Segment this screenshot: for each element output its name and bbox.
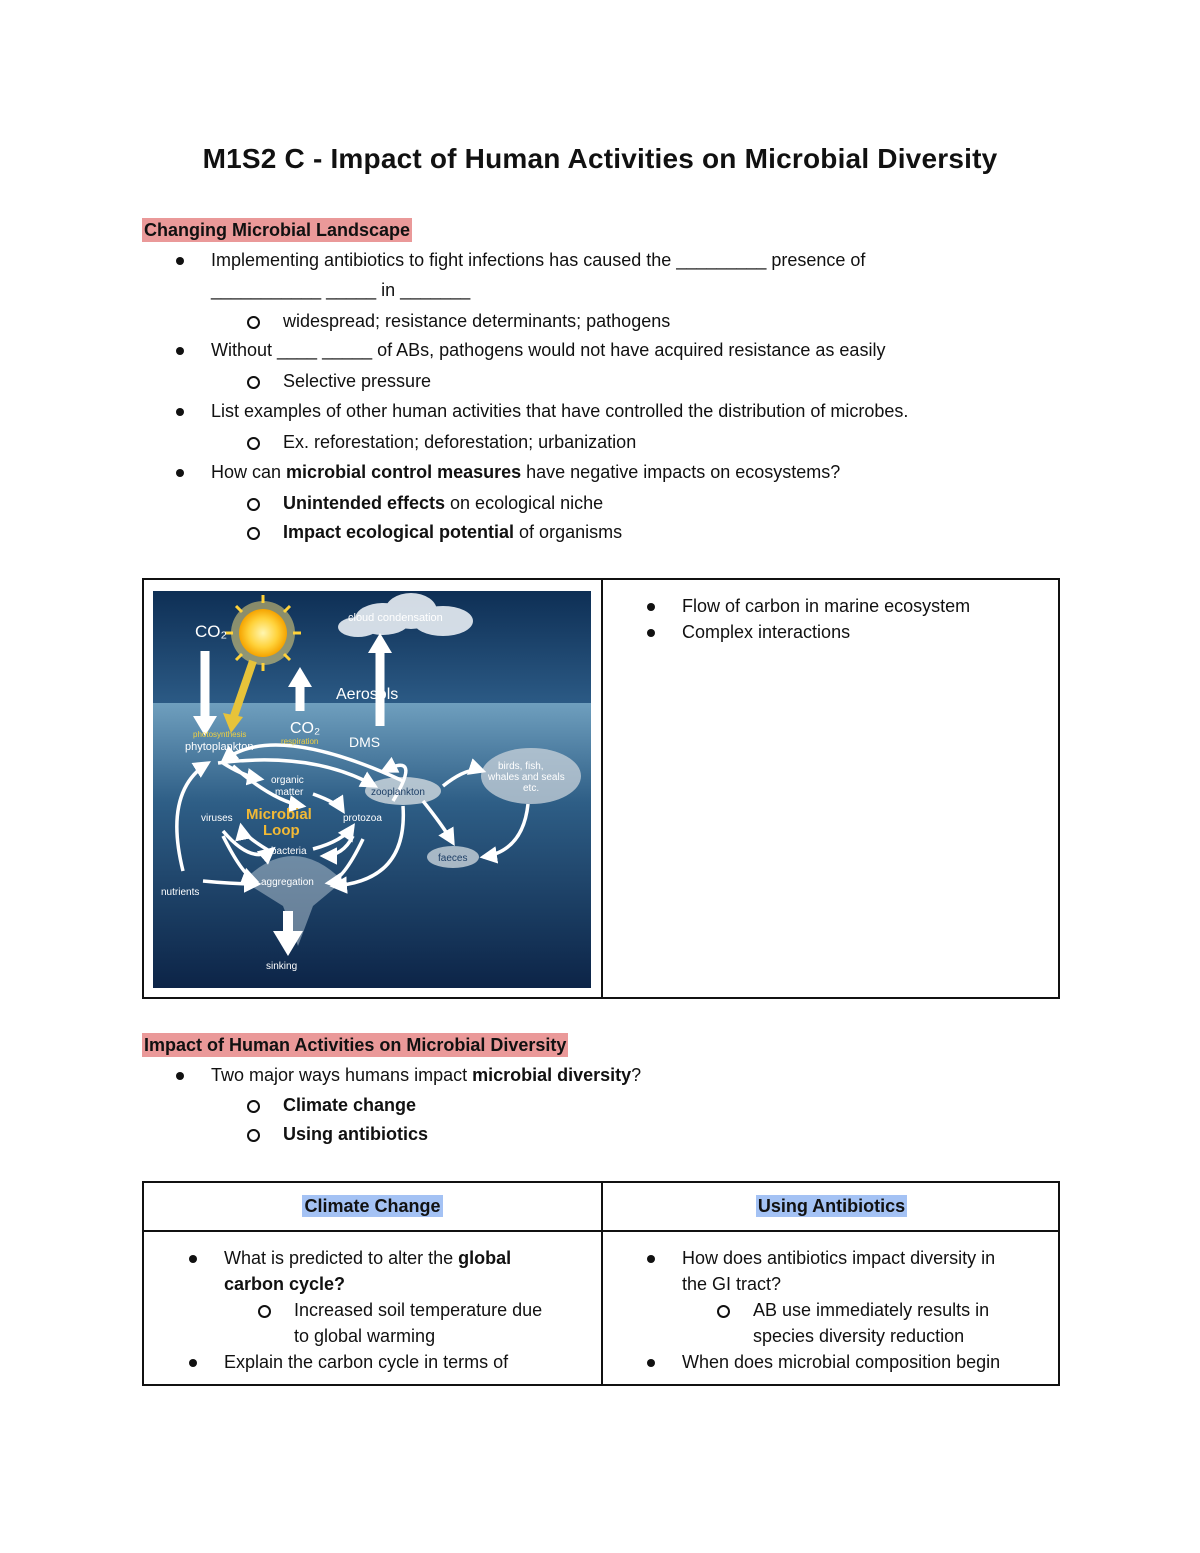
- col2-question-1-line-1: How does antibiotics impact diversity in: [682, 1248, 996, 1268]
- comparison-table: [142, 1181, 1060, 1386]
- bullet-dot: [176, 339, 184, 361]
- question-4-post: have negative impacts on ecosystems?: [521, 462, 841, 482]
- sub-bullet-ring: [247, 492, 260, 514]
- sinking-label: sinking: [266, 961, 298, 972]
- question-2: Without ____ _____ of ABs, pathogens would not have acquired resistance as easily: [211, 340, 886, 360]
- col1-answer-1-line-2: to global warming: [294, 1326, 436, 1346]
- col2-answer-1-line-2: species diversity reduction: [753, 1326, 965, 1346]
- sub-bullet-ring: [247, 310, 260, 332]
- sub-bullet-ring: [247, 431, 260, 453]
- aerosols-label: Aerosols: [336, 686, 399, 703]
- nutrients-label: nutrients: [161, 887, 200, 898]
- answer-4a: [283, 492, 603, 514]
- birds-label-2: whales and seals: [488, 772, 565, 783]
- section-heading-impact: Impact of Human Activities on Microbial Diversity: [144, 1035, 567, 1055]
- faeces-label: faeces: [438, 853, 468, 864]
- bullet-dot: [647, 1245, 655, 1271]
- diagram-table: [142, 578, 1060, 999]
- bullet-dot: [176, 461, 184, 483]
- dms-label: DMS: [349, 734, 381, 750]
- bullet-dot: [647, 1349, 655, 1375]
- col1-question-1-line-2: carbon cycle?: [224, 1274, 346, 1294]
- climate-change-header: Climate Change: [304, 1196, 441, 1216]
- bullet-dot: [189, 1245, 197, 1271]
- respiration-label: respiration: [281, 737, 319, 746]
- section2-answer-1: Climate change: [283, 1095, 417, 1115]
- section-heading-changing-landscape: Changing Microbial Landscape: [144, 220, 411, 240]
- table1-bullet-2: Complex interactions: [682, 622, 851, 642]
- col1-question-1-bold: global: [458, 1248, 512, 1268]
- bullet-dot: [176, 400, 184, 422]
- col1-question-1-line-1: [224, 1245, 511, 1271]
- bullet-dot: [647, 621, 655, 643]
- table1-bullet-1: Flow of carbon in marine ecosystem: [682, 596, 971, 616]
- answer-4b-bold: Impact ecological potential: [283, 522, 515, 542]
- protozoa-label: protozoa: [343, 813, 382, 824]
- question-4: [211, 461, 840, 483]
- aggregation-label: aggregation: [261, 877, 314, 888]
- col1-answer-1-line-1: Increased soil temperature due: [294, 1300, 543, 1320]
- answer-4b: [283, 521, 622, 543]
- bullet-dot: [647, 595, 655, 617]
- answer-1: widespread; resistance determinants; pathogens: [283, 311, 671, 331]
- birds-label-3: etc.: [523, 783, 540, 794]
- microbial-loop-label: Microbial: [246, 806, 312, 823]
- zooplankton-label: zooplankton: [371, 787, 425, 798]
- question-1-line-2: ___________ _____ in _______: [211, 280, 471, 300]
- sub-bullet-ring: [247, 1094, 260, 1116]
- question-1-line-1: Implementing antibiotics to fight infections has caused the _________ presence of: [211, 250, 866, 270]
- bacteria-label: bacteria: [271, 846, 307, 857]
- phytoplankton-label: phytoplankton: [185, 741, 254, 753]
- table-divider: [601, 580, 603, 997]
- section2-question-pre: Two major ways humans impact: [211, 1065, 473, 1085]
- section2-question-post: ?: [631, 1065, 642, 1085]
- using-antibiotics-header: Using Antibiotics: [757, 1196, 906, 1216]
- table2-header-2: [603, 1195, 1060, 1217]
- section2-question-bold: microbial diversity: [472, 1065, 632, 1085]
- sub-bullet-ring: [258, 1297, 271, 1323]
- col1-question-2: Explain the carbon cycle in terms of: [224, 1352, 509, 1372]
- bullet-dot: [176, 1064, 184, 1086]
- table2-header-1: [144, 1195, 601, 1217]
- cloud-label: cloud condensation: [348, 612, 443, 624]
- section2-answer-2: Using antibiotics: [283, 1124, 429, 1144]
- sun-icon: [225, 595, 301, 671]
- matter-label: matter: [275, 787, 304, 798]
- answer-4b-rest: of organisms: [514, 522, 623, 542]
- sub-bullet-ring: [717, 1297, 730, 1323]
- answer-3: Ex. reforestation; deforestation; urbanization: [283, 432, 637, 452]
- col2-answer-1-line-1: AB use immediately results in: [753, 1300, 990, 1320]
- bullet-dot: [189, 1349, 197, 1375]
- question-4-bold: microbial control measures: [286, 462, 522, 482]
- col2-question-2: When does microbial composition begin: [682, 1352, 1001, 1372]
- col2-question-1-line-2: the GI tract?: [682, 1274, 782, 1294]
- birds-label-1: birds, fish,: [498, 761, 544, 772]
- organic-label: organic: [271, 775, 304, 786]
- loop-label: Loop: [263, 822, 300, 839]
- answer-2: Selective pressure: [283, 371, 432, 391]
- photosynthesis-label: photosynthesis: [193, 730, 247, 739]
- page-title: M1S2 C - Impact of Human Activities on Microbial Diversity: [202, 143, 998, 174]
- question-4-pre: How can: [211, 462, 287, 482]
- co2-respiration-label: CO₂: [290, 720, 321, 737]
- question-3: List examples of other human activities that have controlled the distribution of microbes.: [211, 401, 909, 421]
- section2-question: [211, 1064, 641, 1086]
- col1-question-1-pre: What is predicted to alter the: [224, 1248, 459, 1268]
- answer-4a-rest: on ecological niche: [445, 493, 604, 513]
- sub-bullet-ring: [247, 370, 260, 392]
- marine-carbon-cycle-diagram: [153, 591, 591, 988]
- answer-4a-bold: Unintended effects: [283, 493, 446, 513]
- sub-bullet-ring: [247, 521, 260, 543]
- co2-label: CO₂: [195, 622, 228, 641]
- bullet-dot: [176, 249, 184, 271]
- sub-bullet-ring: [247, 1123, 260, 1145]
- viruses-label: viruses: [201, 813, 233, 824]
- table-horizontal-divider: [144, 1230, 1058, 1232]
